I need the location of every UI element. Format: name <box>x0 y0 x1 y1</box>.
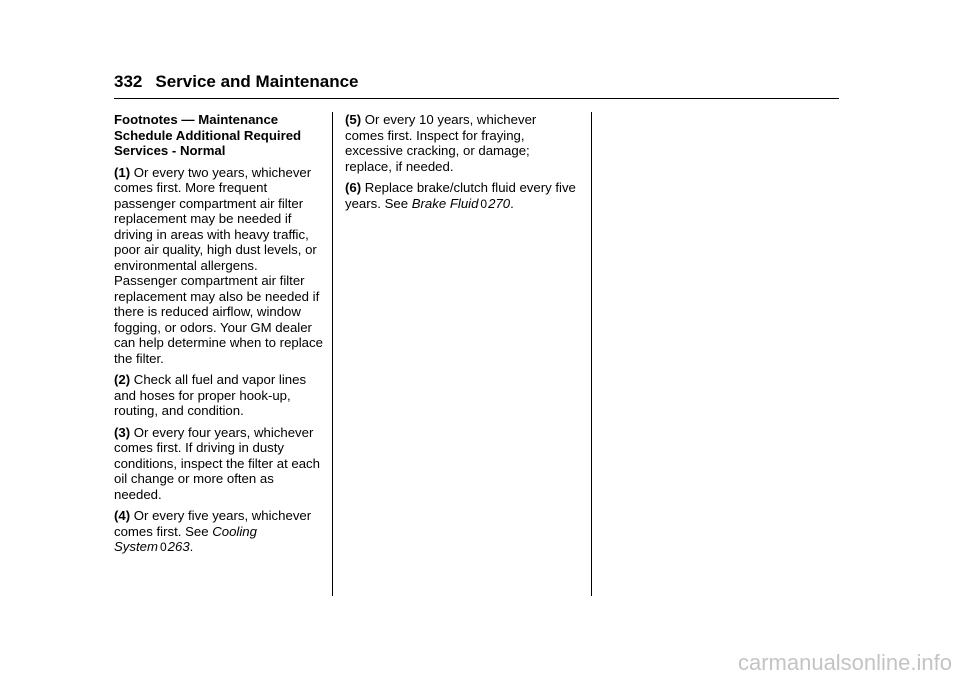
footnote-6-end: . <box>510 195 514 211</box>
footnote-3-label: (3) <box>114 424 131 440</box>
footnote-2-text: Check all fuel and vapor lines and hoses for proper hook-up, routing, and condition. <box>114 372 307 418</box>
cooling-system-link[interactable]: Cooling System <box>114 523 257 554</box>
section-title: Service and Maintenance <box>155 72 359 91</box>
footnote-4-text: Or every five years, whichever comes first. See <box>114 508 312 539</box>
footnote-4-label: (4) <box>114 508 131 523</box>
cooling-system-page[interactable]: 263 <box>167 539 190 554</box>
brake-fluid-page[interactable]: 270 <box>488 195 511 211</box>
column-divider-1 <box>332 112 333 596</box>
footnote-6-label: (6) <box>345 180 362 195</box>
footnote-5 <box>345 112 577 174</box>
column-divider-2 <box>591 112 592 596</box>
footnote-5-label: (5) <box>345 112 362 127</box>
footnote-3 <box>114 425 324 503</box>
footnote-2 <box>114 372 324 419</box>
footnote-1-label: (1) <box>114 164 131 180</box>
footnote-6-text: Replace brake/clutch fluid every five years. See <box>345 180 576 211</box>
column-left <box>114 112 324 562</box>
footnote-1 <box>114 165 324 367</box>
footnote-2-label: (2) <box>114 372 131 387</box>
footnote-3-text: Or every four years, whichever comes first. If driving in dusty conditions, inspect the filter at each oil change or more often as needed. <box>114 424 320 502</box>
brake-fluid-link[interactable]: Brake Fluid <box>411 195 479 211</box>
watermark: carmanualsonline.info <box>737 650 952 675</box>
page-number: 332 <box>114 72 143 91</box>
footnote-1-text: Or every two years, whichever comes first. More frequent passenger compartment air filter replacement may be needed if driving in areas with heavy traffic, poor air quality, high dust levels, or environmental allergens. Passenger compartment air filter replacement may also be needed if there is reduced airflow, window fogging, or odors. Your GM dealer can help determine when to replace the filter. <box>114 164 323 366</box>
page-ref-arrow-icon: 0 <box>159 540 167 554</box>
footnote-5-text: Or every 10 years, whichever comes first. Inspect for fraying, excessive cracking, or damage; replace, if needed. <box>345 112 537 174</box>
footnote-4 <box>114 508 324 556</box>
page-header <box>114 71 359 93</box>
footnote-4-end: . <box>189 539 194 554</box>
header-rule <box>114 98 839 99</box>
column-right <box>345 112 577 218</box>
page-ref-arrow-icon: 0 <box>480 196 488 211</box>
footnotes-heading: Footnotes — Maintenance Schedule Additional Required Services - Normal <box>114 112 302 158</box>
footnote-6 <box>345 180 577 212</box>
